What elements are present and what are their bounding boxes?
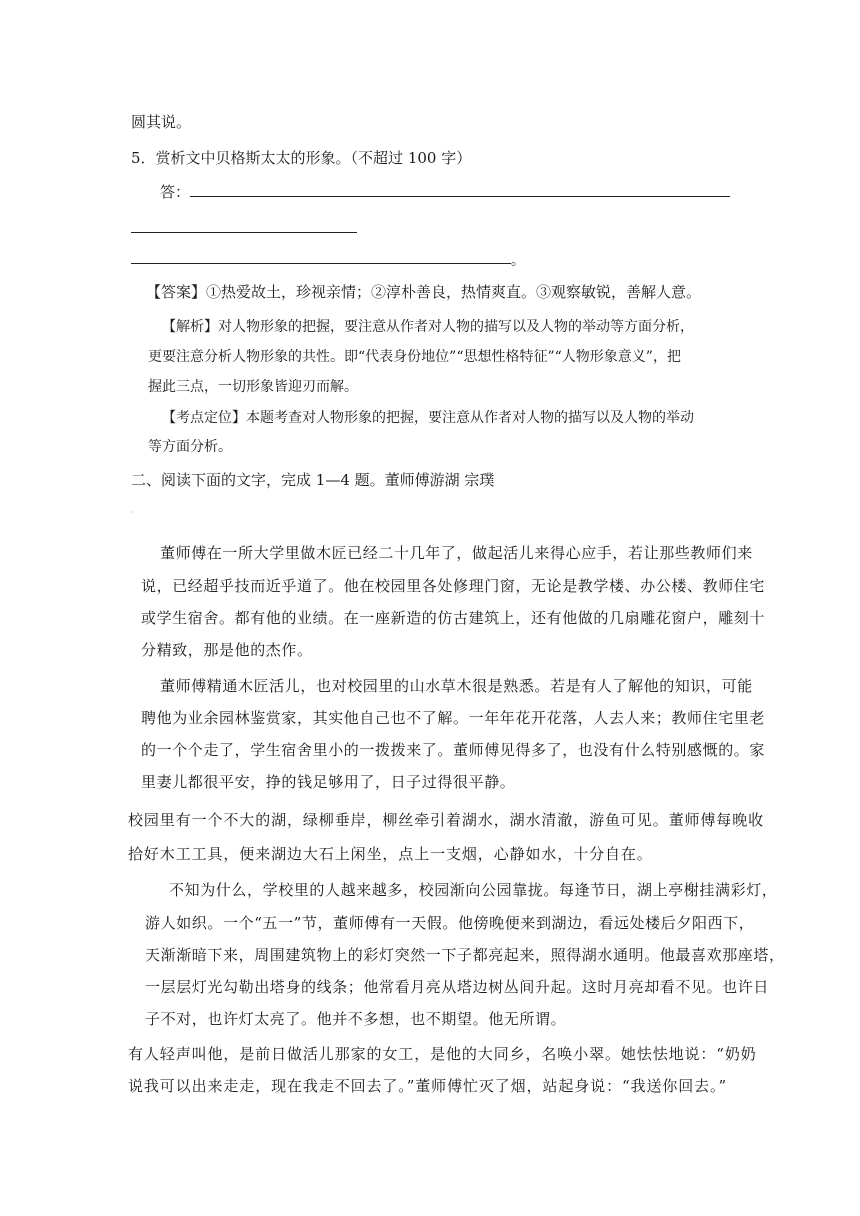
stray-mark: · bbox=[131, 508, 134, 517]
passage-line: 不知为什么，学校里的人越来越多，校园渐向公园靠拢。每逢节日，湖上亭榭挂满彩灯， bbox=[169, 881, 778, 899]
analysis-line: 【解析】对人物形象的把握，要注意从作者对人物的描写以及人物的举动等方面分析， bbox=[162, 319, 694, 335]
answer-line-3 bbox=[131, 263, 511, 264]
carryover-text: 圆其说。 bbox=[131, 113, 192, 131]
passage-line: 拾好木工工具，便来湖边大石上闲坐，点上一支烟，心静如水，十分自在。 bbox=[128, 845, 653, 863]
passage-line: 校园里有一个不大的湖，绿柳垂岸，柳丝牵引着湖水，湖水清澈，游鱼可见。董师傅每晚收 bbox=[128, 811, 765, 829]
analysis-line: 握此三点，一切形象皆迎刃而解。 bbox=[148, 379, 358, 395]
answer-label: 答： bbox=[160, 183, 191, 201]
answer-end-dot: 。 bbox=[511, 253, 525, 269]
answer-line-1 bbox=[190, 196, 730, 197]
answer-text: 【答案】①热爱故土，珍视亲情；②淳朴善良，热情爽直。③观察敏锐，善解人意。 bbox=[146, 283, 702, 301]
passage-line: 有人轻声叫他，是前日做活儿那家的女工，是他的大同乡，名唤小翠。她怯怯地说：“奶奶 bbox=[128, 1045, 757, 1063]
passage-line: 聘他为业余园林鉴赏家，其实他自己也不了解。一年年花开花落，人去人来；教师住宅里老 bbox=[141, 709, 766, 727]
passage-line: 里妻儿都很平安，挣的钱足够用了，日子过得很平静。 bbox=[141, 773, 516, 791]
analysis-line: 更要注意分析人物形象的共性。即“代表身份地位”“思想性格特征”“人物形象意义”，把 bbox=[148, 349, 681, 365]
passage-line: 一层层灯光勾勒出塔身的线条；他常看月亮从塔边树丛间升起。这时月亮却看不见。也许日 bbox=[145, 978, 770, 996]
passage-line: 天渐渐暗下来，周围建筑物上的彩灯突然一下子都亮起来，照得湖水通明。他最喜欢那座塔， bbox=[145, 946, 785, 964]
passage-line: 董师傅在一所大学里做木匠已经二十几年了，做起活儿来得心应手，若让那些教师们来 bbox=[160, 544, 753, 562]
passage-line: 说，已经超乎技而近乎道了。他在校园里各处修理门窗，无论是教学楼、办公楼、教师住宅 bbox=[141, 577, 766, 595]
passage-line: 的一个个走了，学生宿舍里小的一拨拨来了。董师傅见得多了，也没有什么特别感慨的。家 bbox=[141, 741, 766, 759]
passage-line: 董师傅精通木匠活儿，也对校园里的山水草木很是熟悉。若是有人了解他的知识，可能 bbox=[160, 677, 753, 695]
question-5: 5．赏析文中贝格斯太太的形象。（不超过 100 字） bbox=[131, 149, 472, 167]
passage-line: 子不对，也许灯太亮了。他并不多想，也不期望。他无所谓。 bbox=[145, 1010, 567, 1028]
answer-line-2 bbox=[131, 232, 357, 233]
section-2-heading: 二、阅读下面的文字，完成 1—4 题。董师傅游湖 宗璞 bbox=[131, 471, 495, 489]
kaodian-line: 【考点定位】本题考查对人物形象的把握，要注意从作者对人物的描写以及人物的举动 bbox=[162, 410, 694, 426]
kaodian-line: 等方面分析。 bbox=[148, 439, 232, 455]
passage-line: 分精致，那是他的杰作。 bbox=[141, 641, 313, 659]
passage-line: 游人如织。一个“五一”节，董师傅有一天假。他傍晚便来到湖边，看远处楼后夕阳西下， bbox=[145, 914, 755, 932]
passage-line: 说我可以出来走走，现在我走不回去了。”董师傅忙灭了烟，站起身说：“我送你回去。” bbox=[128, 1077, 728, 1095]
passage-line: 或学生宿舍。都有他的业绩。在一座新造的仿古建筑上，还有他做的几扇雕花窗户，雕刻十 bbox=[141, 609, 766, 627]
